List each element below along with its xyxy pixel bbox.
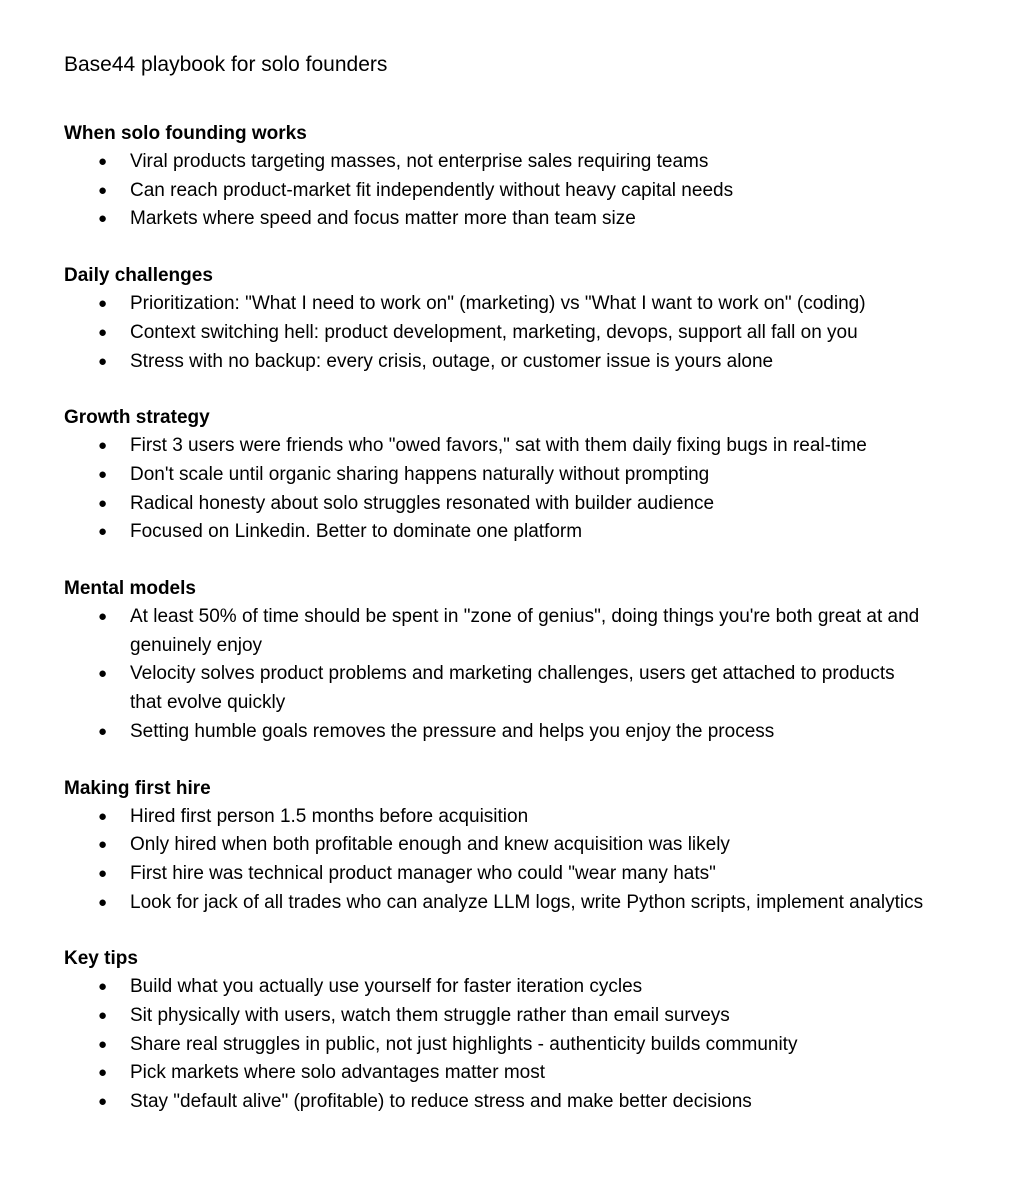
section-growth-strategy: [64, 404, 949, 547]
list-item-text: Stay "default alive" (profitable) to reduce stress and make better decisions: [130, 1091, 752, 1113]
list-item-text: Pick markets where solo advantages matter most: [130, 1062, 546, 1084]
list-item: [64, 490, 930, 519]
bullet-icon: ●: [98, 352, 108, 370]
bullet-icon: ●: [98, 181, 108, 199]
bullet-list: [64, 290, 949, 376]
bullet-icon: ●: [98, 665, 108, 683]
list-item: [64, 718, 930, 747]
bullet-icon: ●: [98, 437, 108, 455]
bullet-list: [64, 973, 949, 1117]
list-item: [64, 148, 930, 177]
bullet-icon: ●: [98, 295, 108, 313]
list-item-text: Viral products targeting masses, not enterprise sales requiring teams: [130, 151, 709, 172]
list-item: [64, 348, 930, 377]
list-item-text: Look for jack of all trades who can analyze LLM logs, write Python scripts, implement analytics: [130, 891, 924, 913]
list-item-text: Radical honesty about solo struggles resonated with builder audience: [130, 492, 715, 514]
list-item-text: Don't scale until organic sharing happens naturally without prompting: [130, 463, 710, 485]
bullet-icon: ●: [98, 210, 108, 228]
list-item-text: First hire was technical product manager who could "wear many hats": [130, 862, 716, 884]
bullet-icon: ●: [98, 323, 108, 341]
bullet-icon: ●: [98, 807, 108, 825]
bullet-list: [64, 432, 949, 547]
list-item: [64, 518, 930, 547]
bullet-icon: ●: [98, 836, 108, 854]
section-daily-challenges: [64, 262, 949, 376]
list-item: [64, 860, 930, 889]
bullet-icon: ●: [98, 465, 108, 483]
list-item: [64, 803, 930, 832]
bullet-icon: ●: [98, 978, 108, 996]
section-heading: Daily challenges: [64, 265, 213, 287]
bullet-list: [64, 603, 949, 747]
list-item: [64, 461, 930, 490]
section-heading: Growth strategy: [64, 407, 210, 429]
list-item-text: Hired first person 1.5 months before acquisition: [130, 805, 529, 827]
bullet-icon: ●: [98, 722, 108, 740]
list-item-text: Setting humble goals removes the pressure and helps you enjoy the process: [130, 720, 775, 742]
bullet-list: [64, 148, 949, 234]
list-item: [64, 831, 930, 860]
list-item: [64, 205, 930, 234]
bullet-list: [64, 803, 949, 918]
list-item-text: Stress with no backup: every crisis, outage, or customer issue is yours alone: [130, 350, 774, 372]
section-key-tips: [64, 945, 949, 1117]
list-item-text: Build what you actually use yourself for faster iteration cycles: [130, 976, 643, 998]
bullet-icon: ●: [98, 893, 108, 911]
list-item: [64, 1088, 930, 1117]
list-item: [64, 889, 930, 918]
list-item-text: Share real struggles in public, not just highlights - authenticity builds community: [130, 1033, 798, 1055]
section-heading: Making first hire: [64, 777, 211, 799]
bullet-icon: ●: [98, 153, 108, 170]
bullet-icon: ●: [98, 1064, 108, 1082]
section-heading: When solo founding works: [64, 123, 307, 144]
list-item: [64, 1002, 930, 1031]
list-item: [64, 319, 930, 348]
bullet-icon: ●: [98, 608, 108, 626]
list-item: [64, 1059, 930, 1088]
list-item-text: Sit physically with users, watch them struggle rather than email surveys: [130, 1005, 730, 1027]
bullet-icon: ●: [98, 864, 108, 882]
section-mental-models: [64, 575, 949, 747]
section-making-first-hire: [64, 775, 949, 918]
list-item-text: Context switching hell: product development, marketing, devops, support all fall on you: [130, 321, 858, 343]
bullet-icon: ●: [98, 1093, 108, 1111]
list-item-text: Velocity solves product problems and marketing challenges, users get attached to products that evolve quickly: [130, 663, 895, 714]
section-heading: Key tips: [64, 948, 138, 970]
list-item: [64, 603, 930, 660]
bullet-icon: ●: [98, 1007, 108, 1025]
list-item: [64, 660, 930, 717]
document-title: Base44 playbook for solo founders: [64, 53, 388, 76]
list-item: [64, 432, 930, 461]
list-item-text: Only hired when both profitable enough and knew acquisition was likely: [130, 834, 730, 856]
list-item-text: Prioritization: "What I need to work on" (marketing) vs "What I want to work on" (coding): [130, 293, 866, 315]
list-item-text: First 3 users were friends who "owed favors," sat with them daily fixing bugs in real-time: [130, 435, 867, 457]
list-item: [64, 1031, 930, 1060]
list-item: [64, 290, 930, 319]
section-when-solo-founding-works: [64, 120, 949, 234]
bullet-icon: ●: [98, 523, 108, 541]
list-item-text: Markets where speed and focus matter more than team size: [130, 208, 636, 230]
bullet-icon: ●: [98, 494, 108, 512]
bullet-icon: ●: [98, 1035, 108, 1053]
list-item: [64, 177, 930, 206]
list-item-text: Focused on Linkedin. Better to dominate one platform: [130, 521, 583, 543]
list-item-text: Can reach product-market fit independently without heavy capital needs: [130, 179, 734, 201]
section-heading: Mental models: [64, 578, 196, 600]
list-item-text: At least 50% of time should be spent in "zone of genius", doing things you're both great at and genuinely enjoy: [130, 606, 920, 656]
list-item: [64, 973, 930, 1002]
